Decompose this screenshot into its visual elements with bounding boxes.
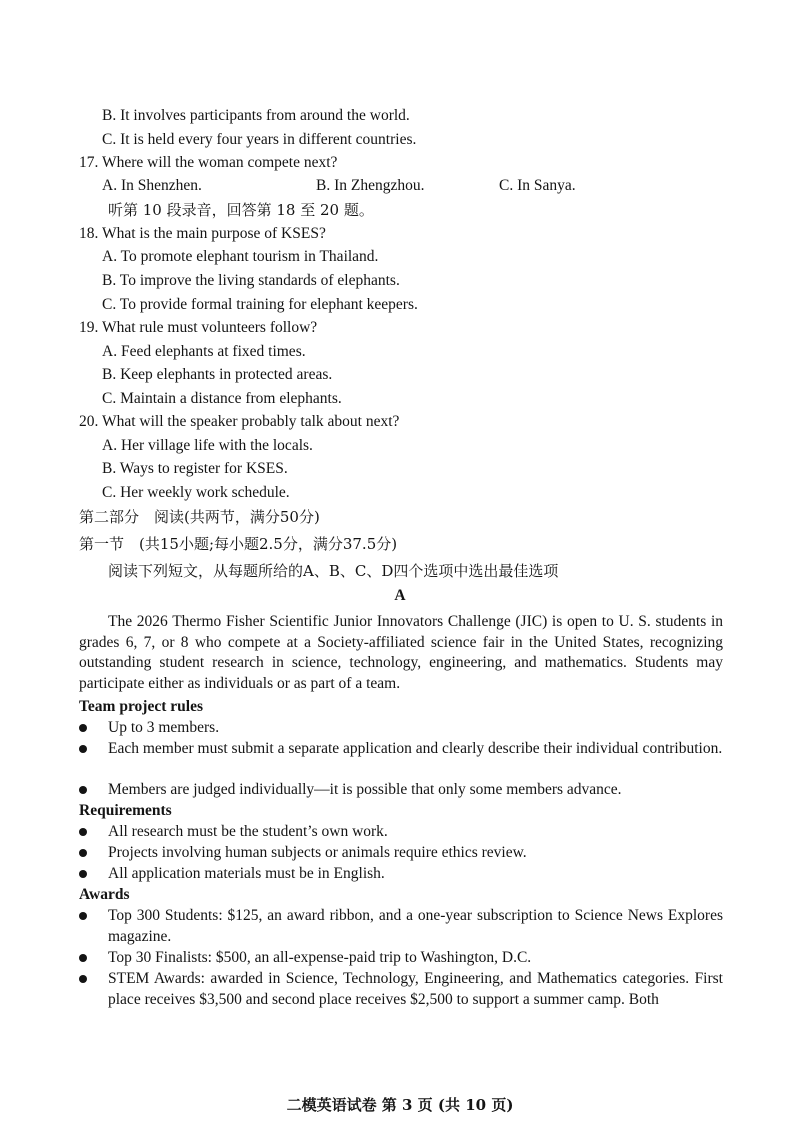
list-item	[79, 739, 723, 760]
q18-option-b: B. To improve the living standards of elephants.	[102, 272, 400, 289]
section-one-title: 第一节 (共15小题;每小题2.5分，满分37.5分)	[79, 535, 398, 553]
award-text: Top 30 Finalists: $500, an all-expense-paid trip to Washington, D.C.	[108, 949, 532, 966]
passage-intro: The 2026 Thermo Fisher Scientific Junior Innovators Challenge (JIC) is open to U. S. students in grades 6, 7, or 8 who compete at a Society-affiliated science fair in the United States, recognizing outstanding student research in science, technology, engineering, and mathematics. Students may participate either as individuals or as part of a team.	[79, 613, 723, 693]
q19-stem: 19. What rule must volunteers follow?	[79, 319, 318, 336]
bullet-icon	[79, 975, 87, 983]
list-item	[79, 843, 723, 864]
list-item	[79, 906, 723, 947]
bullet-icon	[79, 849, 87, 857]
team-rule-text: Up to 3 members.	[108, 719, 220, 736]
bullet-icon	[79, 870, 87, 878]
bullet-icon	[79, 724, 87, 732]
q17-stem: 17. Where will the woman compete next?	[79, 154, 338, 171]
requirement-text: Projects involving human subjects or animals require ethics review.	[108, 844, 527, 861]
q20-option-c: C. Her weekly work schedule.	[102, 484, 290, 501]
team-rule-text: Members are judged individually—it is possible that only some members advance.	[108, 781, 622, 798]
list-item	[79, 822, 723, 843]
team-rules-heading: Team project rules	[79, 698, 203, 715]
bullet-icon	[79, 786, 87, 794]
q17-option-c: C. In Sanya.	[499, 177, 576, 194]
passage-label: A	[394, 587, 406, 604]
bullet-icon	[79, 912, 87, 920]
requirements-heading: Requirements	[79, 802, 172, 819]
q17-option-b: B. In Zhengzhou.	[316, 177, 425, 194]
bullet-icon	[79, 828, 87, 836]
page-footer: 二模英语试卷 第 3 页 (共 10 页)	[286, 1096, 514, 1114]
q18-option-a: A. To promote elephant tourism in Thailand.	[102, 248, 379, 265]
reading-instruction: 阅读下列短文，从每题所给的A、B、C、D四个选项中选出最佳选项	[108, 562, 559, 580]
q16-option-b: B. It involves participants from around the world.	[102, 107, 410, 124]
award-text: Top 300 Students: $125, an award ribbon, and a one-year subscription to Science News Explores magazine.	[108, 907, 723, 945]
q20-option-a: A. Her village life with the locals.	[102, 437, 313, 454]
requirement-text: All application materials must be in English.	[108, 865, 385, 882]
q17-option-a: A. In Shenzhen.	[102, 177, 202, 194]
q16-option-c: C. It is held every four years in different countries.	[102, 131, 417, 148]
q18-stem: 18. What is the main purpose of KSES?	[79, 225, 326, 242]
awards-heading: Awards	[79, 886, 130, 903]
award-text: STEM Awards: awarded in Science, Technology, Engineering, and Mathematics categories. First place receives $3,500 and second place receives $2,500 to support a summer camp. Both	[108, 970, 723, 1008]
list-item	[79, 948, 723, 969]
list-item	[79, 718, 723, 739]
q20-stem: 20. What will the speaker probably talk about next?	[79, 413, 400, 430]
q19-option-b: B. Keep elephants in protected areas.	[102, 366, 333, 383]
requirement-text: All research must be the student’s own work.	[108, 823, 388, 840]
bullet-icon	[79, 954, 87, 962]
team-rule-text: Each member must submit a separate application and clearly describe their individual contribution.	[108, 740, 723, 757]
listening-instruction: 听第 10 段录音，回答第 18 至 20 题。	[108, 201, 374, 219]
q18-option-c: C. To provide formal training for elephant keepers.	[102, 296, 418, 313]
q19-option-c: C. Maintain a distance from elephants.	[102, 390, 342, 407]
list-item	[79, 969, 723, 1010]
list-item	[79, 780, 723, 801]
q20-option-b: B. Ways to register for KSES.	[102, 460, 288, 477]
list-item	[79, 864, 723, 885]
bullet-icon	[79, 745, 87, 753]
part-two-title: 第二部分 阅读(共两节，满分50分)	[79, 508, 320, 526]
q19-option-a: A. Feed elephants at fixed times.	[102, 343, 306, 360]
